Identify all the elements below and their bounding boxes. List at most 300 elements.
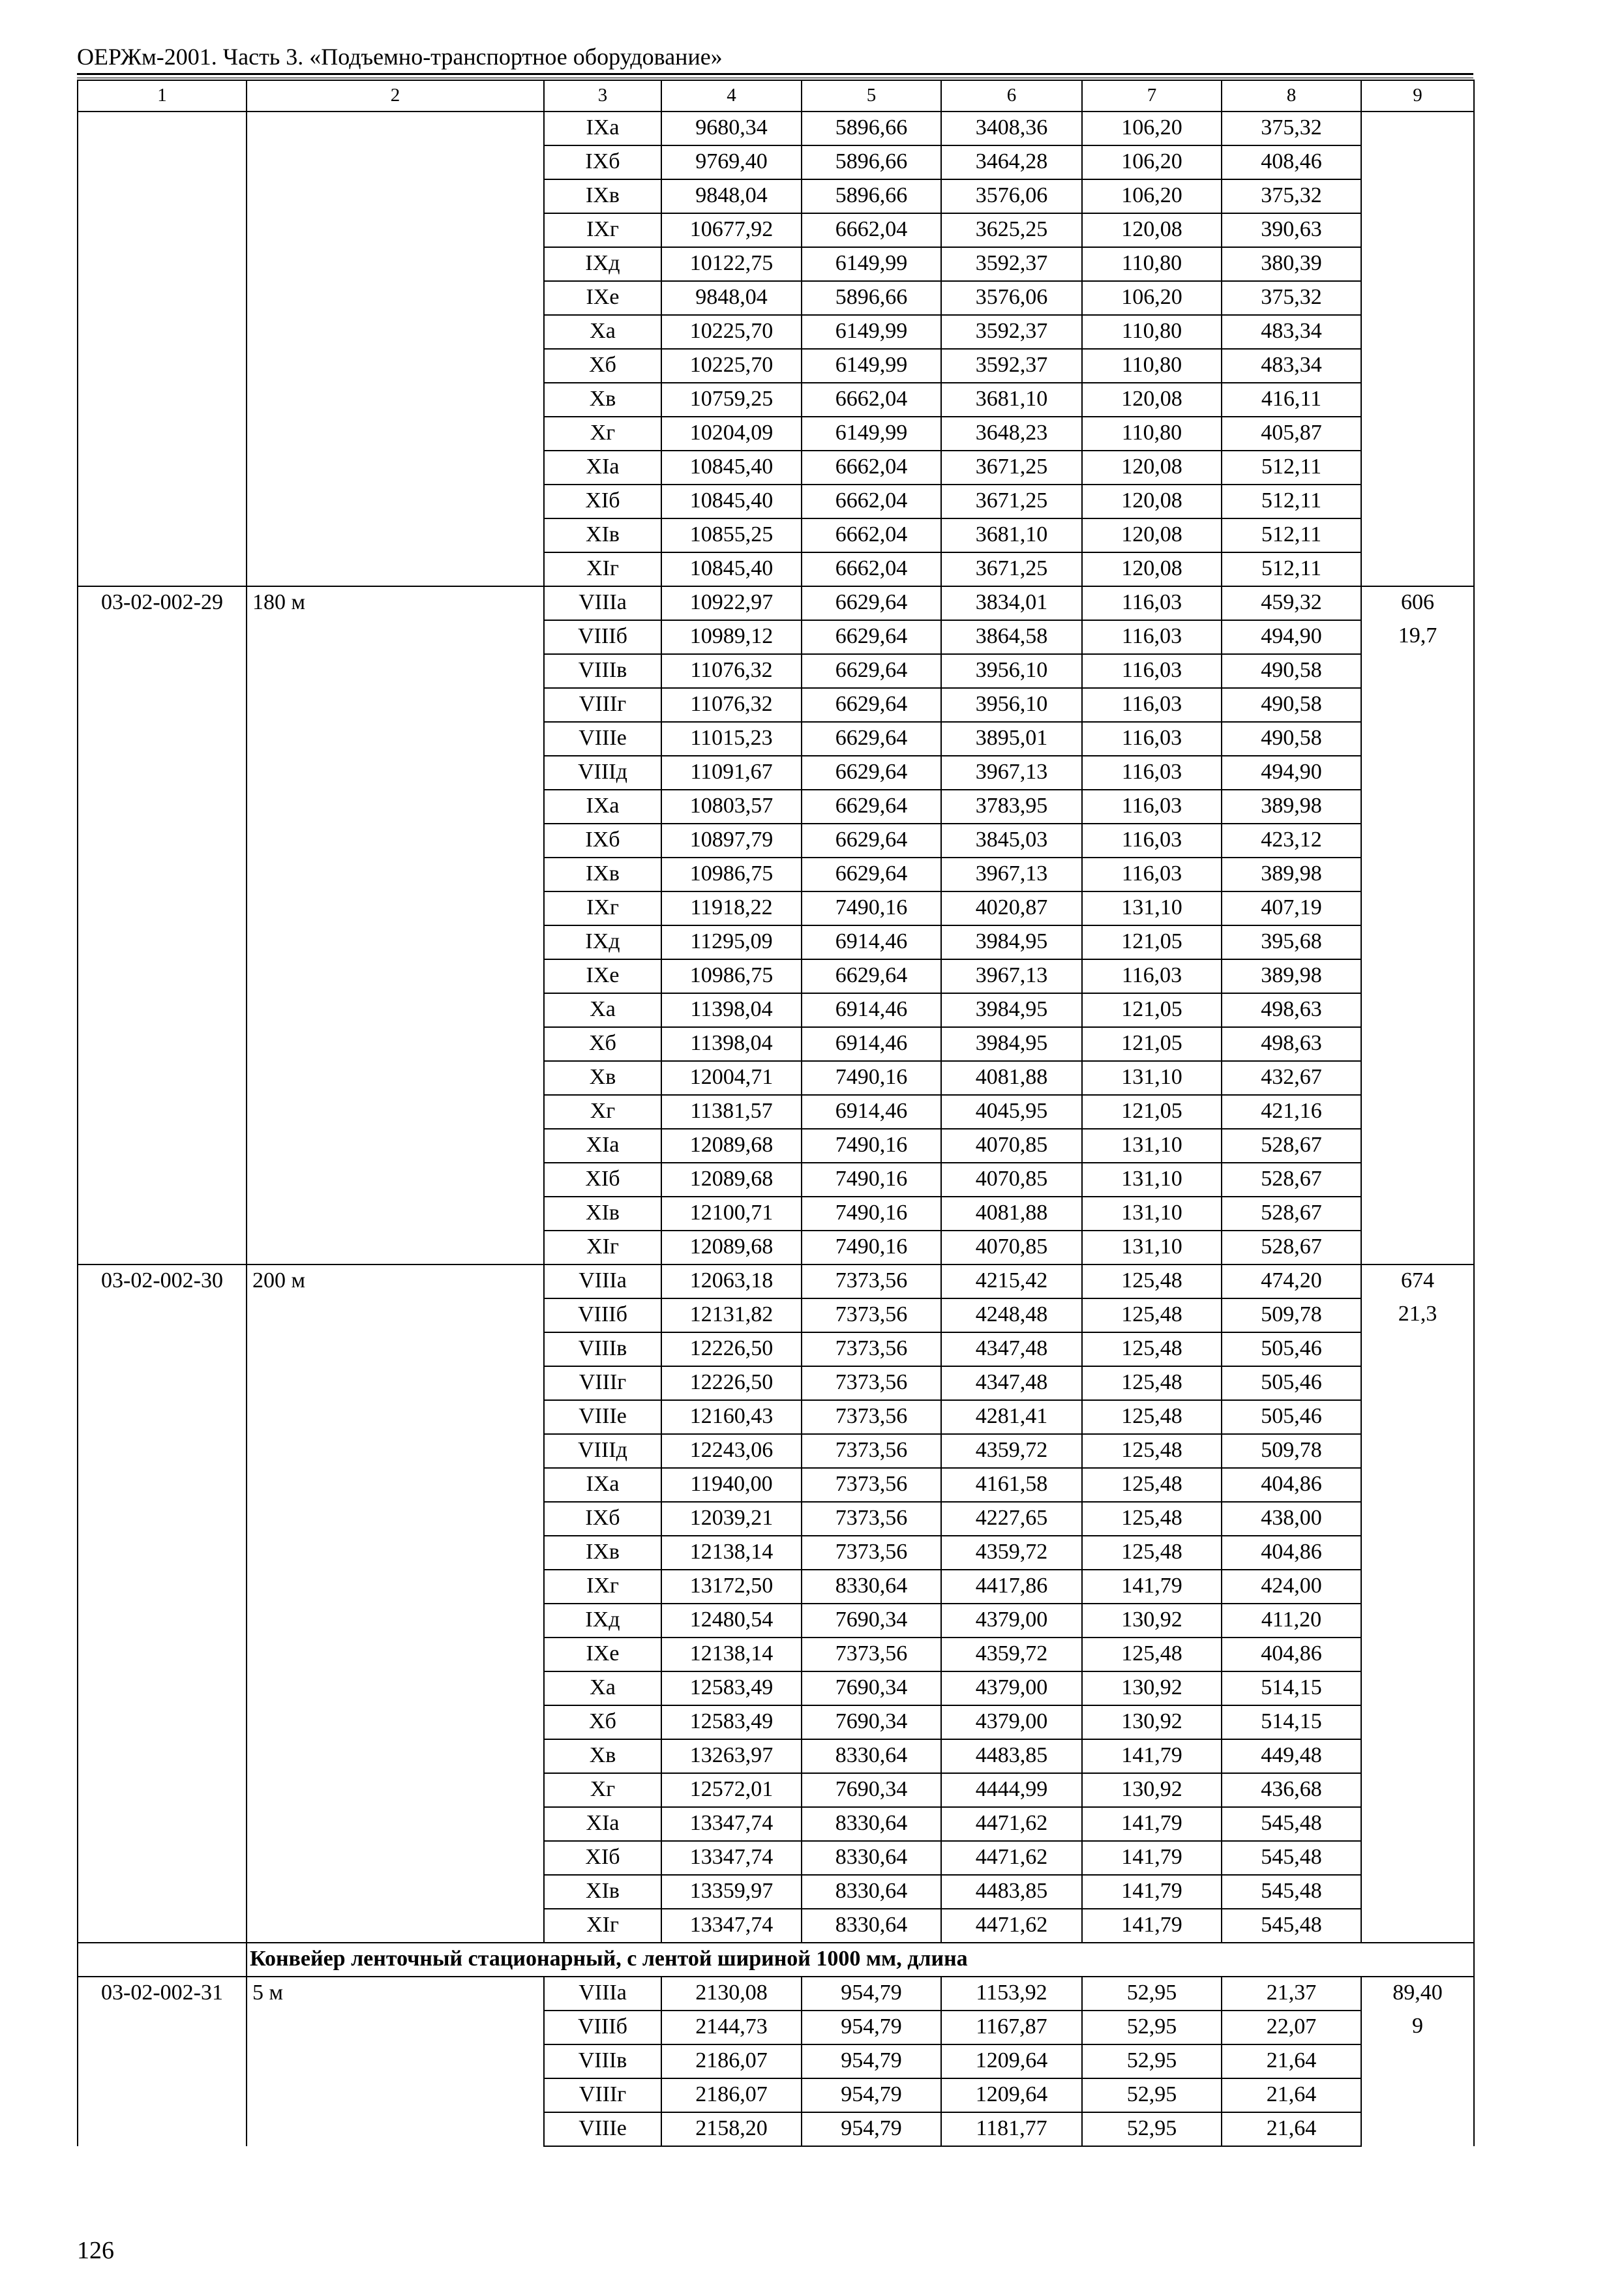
labor-cost: 7690,34 bbox=[802, 1604, 941, 1638]
item-length bbox=[247, 722, 544, 756]
machine-cost: 1209,64 bbox=[941, 2044, 1082, 2078]
item-length bbox=[247, 858, 544, 891]
item-length bbox=[247, 2078, 544, 2112]
machinist-wage: 131,10 bbox=[1082, 1163, 1222, 1197]
item-extra bbox=[1361, 993, 1474, 1027]
machine-cost: 3592,37 bbox=[941, 247, 1082, 281]
table-row bbox=[78, 349, 1474, 383]
item-extra bbox=[1361, 1197, 1474, 1231]
item-length: 5 м bbox=[247, 1977, 544, 2011]
machinist-wage: 120,08 bbox=[1082, 485, 1222, 518]
table-row bbox=[78, 654, 1474, 688]
item-code bbox=[78, 281, 247, 315]
table-row bbox=[78, 451, 1474, 485]
machine-cost: 3783,95 bbox=[941, 790, 1082, 824]
item-code bbox=[78, 1468, 247, 1502]
machine-cost: 4379,00 bbox=[941, 1705, 1082, 1739]
machinist-wage: 141,79 bbox=[1082, 1909, 1222, 1943]
table-row bbox=[78, 179, 1474, 213]
machine-cost: 3967,13 bbox=[941, 959, 1082, 993]
labor-cost: 7373,56 bbox=[802, 1400, 941, 1434]
materials-cost: 21,37 bbox=[1222, 1977, 1361, 2011]
total-cost: 12089,68 bbox=[661, 1163, 802, 1197]
table-row bbox=[78, 1841, 1474, 1875]
machinist-wage: 116,03 bbox=[1082, 824, 1222, 858]
labor-cost: 6662,04 bbox=[802, 552, 941, 586]
table-row bbox=[78, 1909, 1474, 1943]
table-row bbox=[78, 1095, 1474, 1129]
total-cost: 10845,40 bbox=[661, 451, 802, 485]
item-code bbox=[78, 349, 247, 383]
total-cost: 11091,67 bbox=[661, 756, 802, 790]
machine-cost: 4020,87 bbox=[941, 891, 1082, 925]
total-cost: 12004,71 bbox=[661, 1061, 802, 1095]
region-class: VIIIг bbox=[544, 1366, 661, 1400]
table-row bbox=[78, 891, 1474, 925]
total-cost: 10677,92 bbox=[661, 213, 802, 247]
region-class: Xa bbox=[544, 1671, 661, 1705]
table-row bbox=[78, 2078, 1474, 2112]
item-length bbox=[247, 213, 544, 247]
item-code: 03-02-002-31 bbox=[78, 1977, 247, 2011]
machine-cost: 4070,85 bbox=[941, 1163, 1082, 1197]
machinist-wage: 131,10 bbox=[1082, 1061, 1222, 1095]
item-extra bbox=[1361, 1434, 1474, 1468]
item-extra bbox=[1361, 112, 1474, 145]
item-extra bbox=[1361, 213, 1474, 247]
item-extra bbox=[1361, 417, 1474, 451]
item-length bbox=[247, 1129, 544, 1163]
labor-cost: 6629,64 bbox=[802, 756, 941, 790]
item-extra bbox=[1361, 451, 1474, 485]
item-length: 180 м bbox=[247, 586, 544, 620]
region-class: IXв bbox=[544, 858, 661, 891]
item-code bbox=[78, 1366, 247, 1400]
item-code bbox=[78, 1909, 247, 1943]
materials-cost: 490,58 bbox=[1222, 688, 1361, 722]
item-length bbox=[247, 1875, 544, 1909]
materials-cost: 498,63 bbox=[1222, 993, 1361, 1027]
region-class: Xб bbox=[544, 1705, 661, 1739]
machinist-wage: 106,20 bbox=[1082, 281, 1222, 315]
machine-cost: 4359,72 bbox=[941, 1536, 1082, 1570]
item-extra bbox=[1361, 1027, 1474, 1061]
region-class: Xг bbox=[544, 417, 661, 451]
item-extra bbox=[1361, 1739, 1474, 1773]
machinist-wage: 116,03 bbox=[1082, 586, 1222, 620]
materials-cost: 528,67 bbox=[1222, 1163, 1361, 1197]
materials-cost: 545,48 bbox=[1222, 1807, 1361, 1841]
machine-cost: 4483,85 bbox=[941, 1739, 1082, 1773]
column-header-row bbox=[78, 80, 1474, 112]
item-length bbox=[247, 925, 544, 959]
materials-cost: 494,90 bbox=[1222, 620, 1361, 654]
materials-cost: 528,67 bbox=[1222, 1129, 1361, 1163]
table-row bbox=[78, 417, 1474, 451]
labor-cost: 8330,64 bbox=[802, 1909, 941, 1943]
region-class: Xв bbox=[544, 1739, 661, 1773]
machine-cost: 4070,85 bbox=[941, 1231, 1082, 1264]
region-class: VIIIе bbox=[544, 1400, 661, 1434]
item-extra: 674 bbox=[1361, 1264, 1474, 1298]
materials-cost: 545,48 bbox=[1222, 1841, 1361, 1875]
table-row bbox=[78, 1400, 1474, 1434]
item-length bbox=[247, 2044, 544, 2078]
total-cost: 12089,68 bbox=[661, 1231, 802, 1264]
item-code bbox=[78, 179, 247, 213]
region-class: VIIIг bbox=[544, 2078, 661, 2112]
item-length bbox=[247, 451, 544, 485]
machine-cost: 3671,25 bbox=[941, 552, 1082, 586]
machinist-wage: 120,08 bbox=[1082, 552, 1222, 586]
item-extra bbox=[1361, 2044, 1474, 2078]
table-row bbox=[78, 1264, 1474, 1298]
region-class: IXв bbox=[544, 1536, 661, 1570]
column-header: 6 bbox=[941, 80, 1082, 112]
machine-cost: 4347,48 bbox=[941, 1332, 1082, 1366]
total-cost: 10989,12 bbox=[661, 620, 802, 654]
labor-cost: 7373,56 bbox=[802, 1298, 941, 1332]
item-code bbox=[78, 756, 247, 790]
table-row bbox=[78, 1638, 1474, 1671]
labor-cost: 7490,16 bbox=[802, 1129, 941, 1163]
item-extra bbox=[1361, 1638, 1474, 1671]
item-length bbox=[247, 1027, 544, 1061]
machine-cost: 3864,58 bbox=[941, 620, 1082, 654]
materials-cost: 509,78 bbox=[1222, 1434, 1361, 1468]
machine-cost: 3895,01 bbox=[941, 722, 1082, 756]
labor-cost: 6629,64 bbox=[802, 858, 941, 891]
machine-cost: 3956,10 bbox=[941, 688, 1082, 722]
region-class: Xв bbox=[544, 383, 661, 417]
item-extra bbox=[1361, 722, 1474, 756]
table-row bbox=[78, 1163, 1474, 1197]
machinist-wage: 120,08 bbox=[1082, 213, 1222, 247]
item-length bbox=[247, 1298, 544, 1332]
item-extra bbox=[1361, 756, 1474, 790]
table-row bbox=[78, 959, 1474, 993]
table-row bbox=[78, 1875, 1474, 1909]
item-extra bbox=[1361, 1570, 1474, 1604]
region-class: IXе bbox=[544, 959, 661, 993]
labor-cost: 5896,66 bbox=[802, 145, 941, 179]
item-code bbox=[78, 925, 247, 959]
item-length bbox=[247, 1739, 544, 1773]
item-extra bbox=[1361, 1536, 1474, 1570]
region-class: IXб bbox=[544, 1502, 661, 1536]
item-extra bbox=[1361, 1604, 1474, 1638]
labor-cost: 6914,46 bbox=[802, 993, 941, 1027]
materials-cost: 432,67 bbox=[1222, 1061, 1361, 1095]
labor-cost: 954,79 bbox=[802, 1977, 941, 2011]
item-code bbox=[78, 1332, 247, 1366]
total-cost: 12039,21 bbox=[661, 1502, 802, 1536]
region-class: IXд bbox=[544, 247, 661, 281]
labor-cost: 7690,34 bbox=[802, 1671, 941, 1705]
table-row bbox=[78, 2011, 1474, 2044]
item-code bbox=[78, 790, 247, 824]
labor-cost: 6662,04 bbox=[802, 383, 941, 417]
item-code bbox=[78, 1841, 247, 1875]
machine-cost: 1153,92 bbox=[941, 1977, 1082, 2011]
materials-cost: 389,98 bbox=[1222, 790, 1361, 824]
labor-cost: 5896,66 bbox=[802, 112, 941, 145]
machinist-wage: 106,20 bbox=[1082, 112, 1222, 145]
region-class: XIв bbox=[544, 1197, 661, 1231]
item-code bbox=[78, 1197, 247, 1231]
total-cost: 9848,04 bbox=[661, 281, 802, 315]
materials-cost: 514,15 bbox=[1222, 1705, 1361, 1739]
region-class: VIIIв bbox=[544, 654, 661, 688]
column-header: 5 bbox=[802, 80, 941, 112]
total-cost: 13347,74 bbox=[661, 1841, 802, 1875]
item-length bbox=[247, 1163, 544, 1197]
item-extra bbox=[1361, 959, 1474, 993]
item-extra bbox=[1361, 315, 1474, 349]
table-row bbox=[78, 1298, 1474, 1332]
item-extra bbox=[1361, 1671, 1474, 1705]
total-cost: 10803,57 bbox=[661, 790, 802, 824]
total-cost: 10897,79 bbox=[661, 824, 802, 858]
materials-cost: 21,64 bbox=[1222, 2044, 1361, 2078]
machinist-wage: 131,10 bbox=[1082, 891, 1222, 925]
item-length bbox=[247, 1638, 544, 1671]
region-class: Xa bbox=[544, 315, 661, 349]
materials-cost: 424,00 bbox=[1222, 1570, 1361, 1604]
item-length bbox=[247, 1095, 544, 1129]
item-length bbox=[247, 1231, 544, 1264]
item-extra: 606 bbox=[1361, 586, 1474, 620]
machinist-wage: 141,79 bbox=[1082, 1841, 1222, 1875]
materials-cost: 483,34 bbox=[1222, 315, 1361, 349]
materials-cost: 375,32 bbox=[1222, 179, 1361, 213]
total-cost: 11076,32 bbox=[661, 688, 802, 722]
machinist-wage: 131,10 bbox=[1082, 1231, 1222, 1264]
item-length bbox=[247, 824, 544, 858]
machine-cost: 4483,85 bbox=[941, 1875, 1082, 1909]
region-class: Xг bbox=[544, 1773, 661, 1807]
region-class: IXв bbox=[544, 179, 661, 213]
labor-cost: 7373,56 bbox=[802, 1638, 941, 1671]
machinist-wage: 125,48 bbox=[1082, 1264, 1222, 1298]
item-code bbox=[78, 383, 247, 417]
materials-cost: 395,68 bbox=[1222, 925, 1361, 959]
item-code bbox=[78, 1875, 247, 1909]
machinist-wage: 125,48 bbox=[1082, 1502, 1222, 1536]
item-code bbox=[78, 1095, 247, 1129]
machine-cost: 3681,10 bbox=[941, 383, 1082, 417]
item-code bbox=[78, 891, 247, 925]
labor-cost: 7373,56 bbox=[802, 1264, 941, 1298]
labor-cost: 6629,64 bbox=[802, 824, 941, 858]
item-code bbox=[78, 1163, 247, 1197]
item-length bbox=[247, 1502, 544, 1536]
machine-cost: 1167,87 bbox=[941, 2011, 1082, 2044]
total-cost: 2144,73 bbox=[661, 2011, 802, 2044]
machine-cost: 4359,72 bbox=[941, 1434, 1082, 1468]
table-row bbox=[78, 552, 1474, 586]
total-cost: 10986,75 bbox=[661, 959, 802, 993]
total-cost: 13347,74 bbox=[661, 1909, 802, 1943]
item-length bbox=[247, 654, 544, 688]
labor-cost: 6629,64 bbox=[802, 688, 941, 722]
labor-cost: 6914,46 bbox=[802, 1027, 941, 1061]
item-length bbox=[247, 1434, 544, 1468]
materials-cost: 408,46 bbox=[1222, 145, 1361, 179]
materials-cost: 380,39 bbox=[1222, 247, 1361, 281]
total-cost: 10922,97 bbox=[661, 586, 802, 620]
item-length bbox=[247, 1604, 544, 1638]
materials-cost: 421,16 bbox=[1222, 1095, 1361, 1129]
region-class: VIIIб bbox=[544, 620, 661, 654]
labor-cost: 7373,56 bbox=[802, 1366, 941, 1400]
machinist-wage: 120,08 bbox=[1082, 451, 1222, 485]
item-extra bbox=[1361, 925, 1474, 959]
machinist-wage: 52,95 bbox=[1082, 2011, 1222, 2044]
materials-cost: 21,64 bbox=[1222, 2112, 1361, 2146]
machinist-wage: 116,03 bbox=[1082, 620, 1222, 654]
item-extra bbox=[1361, 281, 1474, 315]
labor-cost: 954,79 bbox=[802, 2044, 941, 2078]
region-class: IXa bbox=[544, 112, 661, 145]
region-class: VIIIб bbox=[544, 1298, 661, 1332]
labor-cost: 6149,99 bbox=[802, 315, 941, 349]
item-extra bbox=[1361, 1129, 1474, 1163]
table-row bbox=[78, 620, 1474, 654]
column-header: 1 bbox=[78, 80, 247, 112]
machinist-wage: 130,92 bbox=[1082, 1705, 1222, 1739]
item-extra bbox=[1361, 891, 1474, 925]
item-length bbox=[247, 1807, 544, 1841]
machinist-wage: 125,48 bbox=[1082, 1638, 1222, 1671]
table-row bbox=[78, 247, 1474, 281]
labor-cost: 6629,64 bbox=[802, 790, 941, 824]
region-class: VIIIд bbox=[544, 1434, 661, 1468]
machinist-wage: 125,48 bbox=[1082, 1366, 1222, 1400]
item-length bbox=[247, 1400, 544, 1434]
total-cost: 12138,14 bbox=[661, 1638, 802, 1671]
item-extra bbox=[1361, 1400, 1474, 1434]
item-extra bbox=[1361, 1231, 1474, 1264]
table-row bbox=[78, 1570, 1474, 1604]
item-code bbox=[78, 654, 247, 688]
machinist-wage: 130,92 bbox=[1082, 1604, 1222, 1638]
region-class: Xб bbox=[544, 349, 661, 383]
table-row bbox=[78, 1705, 1474, 1739]
labor-cost: 7490,16 bbox=[802, 1197, 941, 1231]
section-title: Конвейер ленточный стационарный, с лентой шириной 1000 мм, длина bbox=[247, 1943, 1474, 1977]
machine-cost: 3671,25 bbox=[941, 451, 1082, 485]
region-class: IXa bbox=[544, 1468, 661, 1502]
item-length bbox=[247, 383, 544, 417]
machine-cost: 4045,95 bbox=[941, 1095, 1082, 1129]
labor-cost: 954,79 bbox=[802, 2078, 941, 2112]
machinist-wage: 52,95 bbox=[1082, 1977, 1222, 2011]
region-class: VIIIв bbox=[544, 1332, 661, 1366]
item-code bbox=[78, 485, 247, 518]
machinist-wage: 116,03 bbox=[1082, 959, 1222, 993]
total-cost: 9848,04 bbox=[661, 179, 802, 213]
region-class: IXд bbox=[544, 925, 661, 959]
item-extra bbox=[1361, 2078, 1474, 2112]
region-class: XIв bbox=[544, 518, 661, 552]
item-extra bbox=[1361, 2112, 1474, 2146]
labor-cost: 954,79 bbox=[802, 2112, 941, 2146]
region-class: IXе bbox=[544, 281, 661, 315]
labor-cost: 5896,66 bbox=[802, 179, 941, 213]
table-row bbox=[78, 722, 1474, 756]
item-length bbox=[247, 2011, 544, 2044]
total-cost: 12160,43 bbox=[661, 1400, 802, 1434]
item-length bbox=[247, 112, 544, 145]
labor-cost: 6149,99 bbox=[802, 349, 941, 383]
item-length bbox=[247, 179, 544, 213]
item-code bbox=[78, 247, 247, 281]
region-class: XIб bbox=[544, 485, 661, 518]
materials-cost: 459,32 bbox=[1222, 586, 1361, 620]
machine-cost: 4471,62 bbox=[941, 1807, 1082, 1841]
materials-cost: 423,12 bbox=[1222, 824, 1361, 858]
materials-cost: 404,86 bbox=[1222, 1638, 1361, 1671]
total-cost: 12583,49 bbox=[661, 1671, 802, 1705]
item-code bbox=[78, 451, 247, 485]
machinist-wage: 131,10 bbox=[1082, 1129, 1222, 1163]
region-class: VIIIб bbox=[544, 2011, 661, 2044]
materials-cost: 498,63 bbox=[1222, 1027, 1361, 1061]
item-code bbox=[78, 417, 247, 451]
item-extra bbox=[1361, 1061, 1474, 1095]
machinist-wage: 120,08 bbox=[1082, 518, 1222, 552]
section-row bbox=[78, 1943, 1474, 1977]
item-code bbox=[78, 552, 247, 586]
item-code bbox=[78, 1536, 247, 1570]
machine-cost: 1209,64 bbox=[941, 2078, 1082, 2112]
item-length bbox=[247, 315, 544, 349]
total-cost: 10225,70 bbox=[661, 349, 802, 383]
table-body bbox=[78, 80, 1474, 2146]
table-row bbox=[78, 1739, 1474, 1773]
item-extra bbox=[1361, 485, 1474, 518]
column-header: 8 bbox=[1222, 80, 1361, 112]
region-class: XIa bbox=[544, 1807, 661, 1841]
item-extra bbox=[1361, 1332, 1474, 1366]
labor-cost: 7373,56 bbox=[802, 1468, 941, 1502]
machinist-wage: 110,80 bbox=[1082, 315, 1222, 349]
table-row bbox=[78, 1061, 1474, 1095]
table-row bbox=[78, 688, 1474, 722]
region-class: VIIIa bbox=[544, 1977, 661, 2011]
machine-cost: 3834,01 bbox=[941, 586, 1082, 620]
machinist-wage: 116,03 bbox=[1082, 722, 1222, 756]
materials-cost: 375,32 bbox=[1222, 281, 1361, 315]
item-length bbox=[247, 1536, 544, 1570]
materials-cost: 514,15 bbox=[1222, 1671, 1361, 1705]
total-cost: 2130,08 bbox=[661, 1977, 802, 2011]
total-cost: 9769,40 bbox=[661, 145, 802, 179]
table-row bbox=[78, 1807, 1474, 1841]
machine-cost: 3592,37 bbox=[941, 349, 1082, 383]
item-length bbox=[247, 1332, 544, 1366]
machinist-wage: 116,03 bbox=[1082, 654, 1222, 688]
machine-cost: 3464,28 bbox=[941, 145, 1082, 179]
column-header: 7 bbox=[1082, 80, 1222, 112]
materials-cost: 545,48 bbox=[1222, 1875, 1361, 1909]
item-code bbox=[78, 1231, 247, 1264]
item-code bbox=[78, 1671, 247, 1705]
materials-cost: 411,20 bbox=[1222, 1604, 1361, 1638]
materials-cost: 436,68 bbox=[1222, 1773, 1361, 1807]
machine-cost: 4417,86 bbox=[941, 1570, 1082, 1604]
